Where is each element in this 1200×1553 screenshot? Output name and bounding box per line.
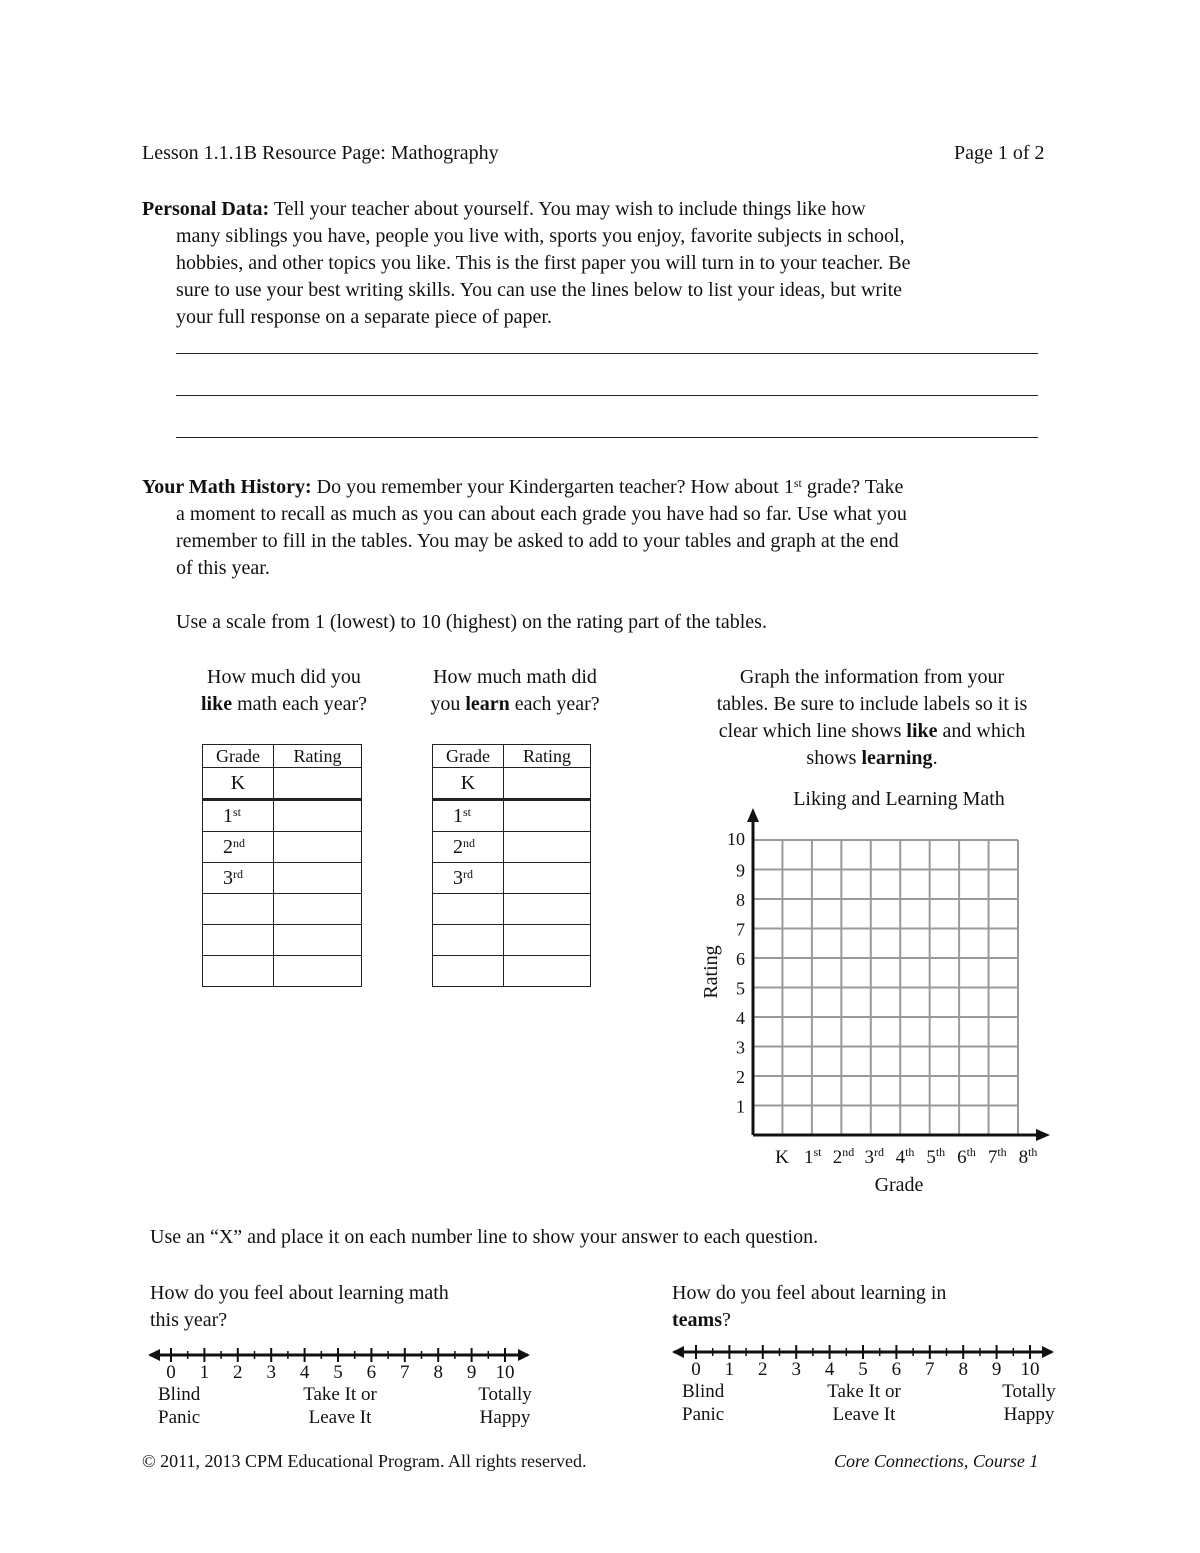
tick-label: 2 <box>233 1362 243 1383</box>
caption-line: How much did you <box>207 666 361 688</box>
anchor-mid: Take It or Leave It <box>827 1381 901 1425</box>
page-number: Page 1 of 2 <box>954 142 1045 164</box>
y-tick-label: 8 <box>736 890 745 910</box>
instruction-keyword: like <box>906 720 938 742</box>
x-tick-label: 8th <box>1018 1145 1038 1168</box>
tick-label: 0 <box>691 1359 701 1380</box>
y-tick-label: 10 <box>727 829 745 849</box>
tick-label: 4 <box>824 1359 835 1380</box>
y-tick-label: 5 <box>736 978 745 999</box>
question-line: ? <box>721 1309 731 1331</box>
number-line-instruction: Use an “X” and place it on each number line to show your answer to each question. <box>150 1226 819 1248</box>
math-history-line: grade? Take <box>801 476 904 498</box>
grade-cell: 3rd <box>433 863 504 894</box>
instruction-line: . <box>932 747 938 769</box>
number-line-teams[interactable] <box>672 1345 1054 1380</box>
anchor-low: Blind Panic <box>682 1381 725 1425</box>
math-history-heading: Your Math History: <box>142 476 312 498</box>
math-history-line: of this year. <box>176 557 270 579</box>
instruction-line: Graph the information from your <box>739 666 1005 688</box>
grade-column-header: Grade <box>433 745 504 768</box>
personal-data-line: many siblings you have, people you live with, sports you enjoy, favorite subjects in school, <box>176 225 905 247</box>
question-line: How do you feel about learning math <box>150 1282 449 1304</box>
tick-label: 3 <box>791 1359 801 1380</box>
question-line: How do you feel about learning in <box>672 1282 947 1304</box>
y-tick-label: 1 <box>736 1096 745 1117</box>
caption-line: you <box>430 693 466 715</box>
personal-data-line: your full response on a separate piece of paper. <box>176 306 552 328</box>
question-teams <box>672 1280 946 1334</box>
personal-data-heading: Personal Data: <box>142 198 270 220</box>
tick-label: 3 <box>266 1362 276 1383</box>
y-tick-label: 7 <box>736 919 745 940</box>
scale-note: Use a scale from 1 (lowest) to 10 (highest) on the rating part of the tables. <box>176 611 767 633</box>
x-tick-label: K <box>775 1147 789 1168</box>
rating-chart[interactable] <box>700 788 1050 1196</box>
arrow-left <box>148 1349 160 1361</box>
tick-label: 9 <box>991 1359 1002 1380</box>
grade-column-header: Grade <box>203 745 274 768</box>
tick-label: 10 <box>495 1362 515 1383</box>
math-history-line: a moment to recall as much as you can about each grade you have had so far. Use what you <box>176 503 907 525</box>
instruction-line: clear which line shows <box>718 720 907 742</box>
x-tick-label: 6th <box>957 1145 976 1168</box>
anchor-low: Blind Panic <box>158 1384 201 1428</box>
x-axis-label: Grade <box>874 1174 924 1196</box>
question-keyword: teams <box>672 1309 722 1331</box>
grade-cell: 2nd <box>433 832 504 863</box>
caption-keyword: like <box>200 693 233 715</box>
math-history-line: Do you remember your Kindergarten teacher? How about 1 <box>316 476 794 498</box>
y-tick-label: 9 <box>736 860 745 881</box>
instruction-line: and which <box>937 720 1026 742</box>
lesson-title: Lesson 1.1.1B Resource Page: Mathography <box>142 142 499 164</box>
instruction-line: tables. Be sure to include labels so it is <box>716 693 1028 715</box>
question-math-year <box>150 1280 449 1334</box>
grade-cell: 1st <box>203 800 274 832</box>
tick-label: 1 <box>724 1359 735 1380</box>
caption-line: How much math did <box>433 666 597 688</box>
anchor-mid: Take It or Leave It <box>303 1384 377 1428</box>
grade-cell: K <box>433 768 504 800</box>
caption-keyword: learn <box>465 693 510 715</box>
arrow-right <box>1042 1346 1054 1358</box>
personal-data-line: Tell your teacher about yourself. You may wish to include things like how <box>273 198 866 220</box>
y-tick-label: 4 <box>736 1008 745 1028</box>
chart-title: Liking and Learning Math <box>793 788 1005 810</box>
tick-label: 0 <box>166 1362 176 1383</box>
grade-cell: 1st <box>433 800 504 832</box>
personal-data-line: sure to use your best writing skills. You can use the lines below to list your ideas, but write <box>176 279 903 301</box>
tick-label: 7 <box>400 1362 410 1383</box>
caption-line: math each year? <box>232 693 368 715</box>
tick-label: 7 <box>925 1359 935 1380</box>
arrow-left <box>672 1346 684 1358</box>
tick-label: 8 <box>433 1362 443 1383</box>
number-line-math[interactable] <box>148 1348 530 1383</box>
grade-cell: 3rd <box>203 863 274 894</box>
tick-label: 5 <box>858 1359 868 1380</box>
copyright-notice: © 2011, 2013 CPM Educational Program. All rights reserved. <box>142 1451 587 1471</box>
course-name: Core Connections, Course 1 <box>834 1451 1039 1471</box>
tick-label: 5 <box>333 1362 343 1383</box>
instruction-line: shows <box>806 747 862 769</box>
caption-line: each year? <box>509 693 600 715</box>
x-tick-label: 7th <box>987 1145 1007 1168</box>
y-tick-label: 2 <box>736 1067 745 1087</box>
instruction-keyword: learning <box>861 747 933 769</box>
y-tick-label: 3 <box>736 1037 745 1058</box>
math-history-line: remember to fill in the tables. You may be asked to add to your tables and graph at the end <box>176 530 899 552</box>
grade-cell: 2nd <box>203 832 274 863</box>
ordinal-suffix: st <box>793 476 802 490</box>
tick-label: 8 <box>958 1359 968 1380</box>
tick-label: 9 <box>466 1362 477 1383</box>
tick-label: 1 <box>199 1362 210 1383</box>
y-tick-label: 6 <box>736 949 745 969</box>
x-tick-label: 1st <box>803 1145 822 1168</box>
x-axis-arrow <box>1036 1129 1050 1141</box>
rating-column-header: Rating <box>504 745 591 768</box>
y-axis-arrow <box>747 808 759 822</box>
question-line: this year? <box>150 1309 228 1331</box>
grade-cell: K <box>203 768 274 800</box>
tick-label: 2 <box>758 1359 768 1380</box>
personal-data-line: hobbies, and other topics you like. This is the first paper you will turn in to your teacher. Be <box>176 252 911 274</box>
tick-label: 4 <box>299 1362 310 1383</box>
y-axis-label: Rating <box>700 945 722 999</box>
anchor-high: Totally Happy <box>478 1384 532 1428</box>
anchor-high: Totally Happy <box>1002 1381 1056 1425</box>
rating-column-header: Rating <box>274 745 362 768</box>
x-tick-label: 2nd <box>832 1145 855 1168</box>
x-tick-label: 3rd <box>864 1145 884 1168</box>
tick-label: 10 <box>1020 1359 1040 1380</box>
x-tick-label: 5th <box>926 1145 946 1168</box>
x-tick-label: 4th <box>895 1145 915 1168</box>
arrow-right <box>518 1349 530 1361</box>
tick-label: 6 <box>891 1359 902 1380</box>
tick-label: 6 <box>366 1362 377 1383</box>
